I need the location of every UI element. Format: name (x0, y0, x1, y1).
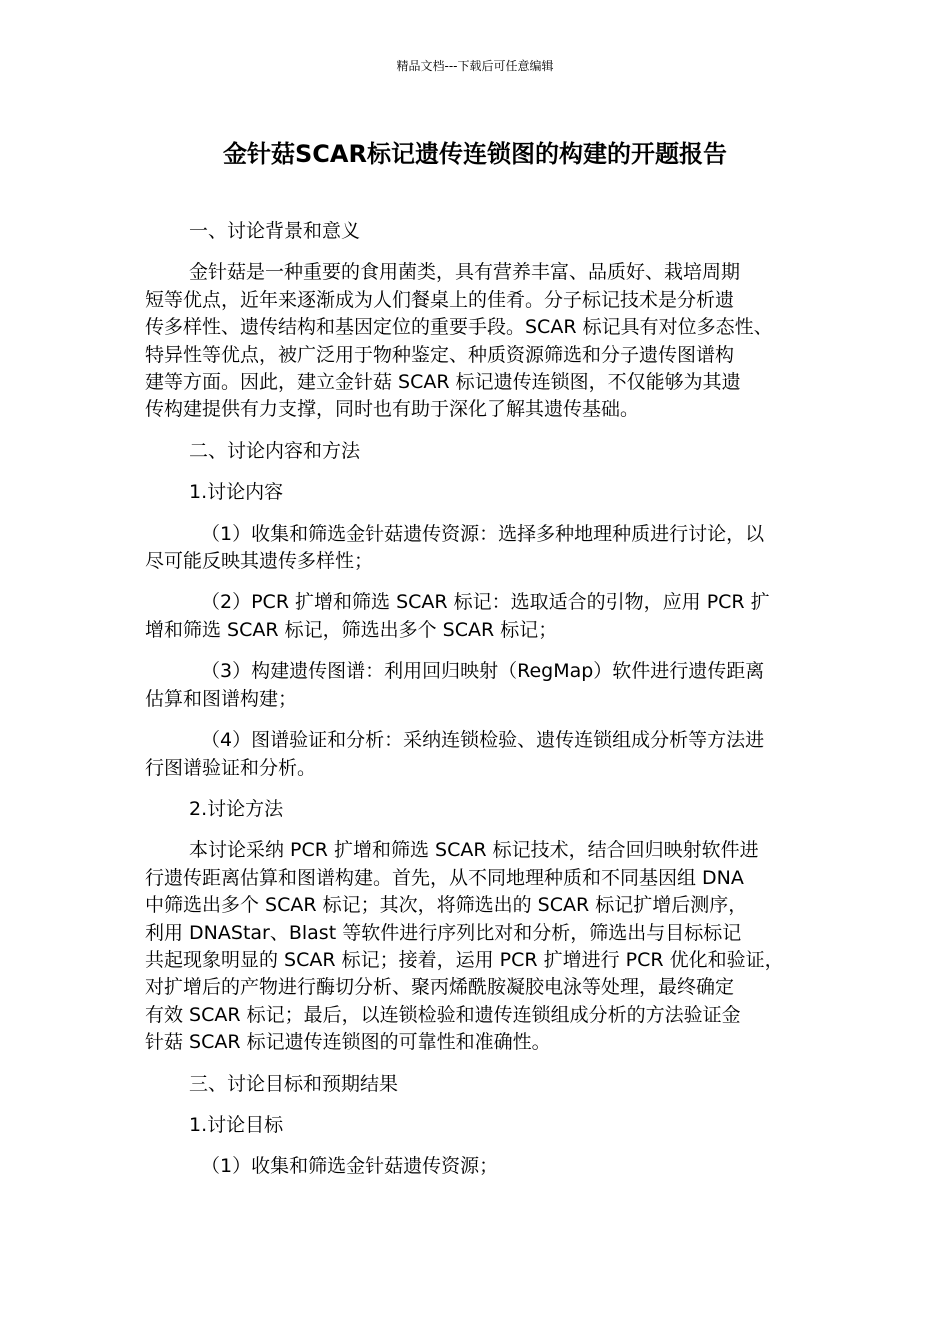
text-line: 传多样性、遗传结构和基因定位的重要手段。SCAR 标记具有对位多态性、 (145, 316, 773, 339)
text-line: 尽可能反映其遗传多样性； (145, 550, 374, 573)
text-line: 本讨论采纳 PCR 扩增和筛选 SCAR 标记技术，结合回归映射软件进 (189, 839, 759, 862)
subsection-heading-methods: 2.讨论方法 (189, 797, 284, 820)
content-item (145, 727, 825, 782)
text-line: 利用 DNAStar、Blast 等软件进行序列比对和分析，筛选出与目标标记 (145, 921, 742, 944)
text-line: （4）图谱验证和分析：采纳连锁检验、遗传连锁组成分析等方法进 (201, 729, 765, 752)
content-item (145, 521, 825, 576)
text-line: （3）构建遗传图谱：利用回归映射（RegMap）软件进行遗传距离 (201, 660, 765, 683)
text-line: 短等优点，近年来逐渐成为人们餐桌上的佳肴。分子标记技术是分析遗 (145, 288, 735, 311)
content-item (145, 658, 825, 713)
intro-paragraph (145, 259, 825, 423)
methods-paragraph (145, 837, 825, 1056)
goal-item: （1）收集和筛选金针菇遗传资源； (201, 1155, 499, 1178)
document-body (145, 218, 825, 1195)
page-header: 精品文档---下载后可任意编辑 (396, 59, 554, 73)
text-line: 特异性等优点，被广泛用于物种鉴定、种质资源筛选和分子遗传图谱构 (145, 343, 735, 366)
text-line: 增和筛选 SCAR 标记，筛选出多个 SCAR 标记； (145, 618, 558, 641)
text-line: 对扩增后的产物进行酶切分析、聚丙烯酰胺凝胶电泳等处理，最终确定 (145, 976, 735, 999)
subsection-heading-content: 1.讨论内容 (189, 481, 284, 504)
content-item (145, 589, 825, 644)
text-line: 传构建提供有力支撑，同时也有助于深化了解其遗传基础。 (145, 398, 640, 421)
text-line: （2）PCR 扩增和筛选 SCAR 标记：选取适合的引物，应用 PCR 扩 (201, 591, 770, 614)
text-line: 行遗传距离估算和图谱构建。首先，从不同地理种质和不同基因组 DNA (145, 866, 744, 889)
text-line: 金针菇是一种重要的食用菌类，具有营养丰富、品质好、栽培周期 (189, 261, 741, 284)
text-line: 建等方面。因此，建立金针菇 SCAR 标记遗传连锁图，不仅能够为其遗 (145, 371, 741, 394)
text-line: （1）收集和筛选金针菇遗传资源：选择多种地理种质进行讨论，以 (201, 522, 765, 545)
section-heading-background: 一、讨论背景和意义 (189, 220, 361, 242)
text-line: 估算和图谱构建； (145, 687, 298, 710)
text-line: 有效 SCAR 标记；最后，以连锁检验和遗传连锁组成分析的方法验证金 (145, 1003, 741, 1026)
text-line: 共起现象明显的 SCAR 标记；接着，运用 PCR 扩增进行 PCR 优化和验证， (145, 948, 784, 971)
text-line: 中筛选出多个 SCAR 标记；其次，将筛选出的 SCAR 标记扩增后测序， (145, 894, 748, 917)
section-heading-goals: 三、讨论目标和预期结果 (189, 1072, 399, 1095)
subsection-heading-goals: 1.讨论目标 (189, 1113, 284, 1136)
text-line: 行图谱验证和分析。 (145, 756, 317, 779)
section-heading-content-methods: 二、讨论内容和方法 (189, 439, 361, 462)
document-title: 金针菇SCAR标记遗传连锁图的构建的开题报告 (223, 140, 727, 168)
text-line: 针菇 SCAR 标记遗传连锁图的可靠性和准确性。 (145, 1031, 551, 1054)
